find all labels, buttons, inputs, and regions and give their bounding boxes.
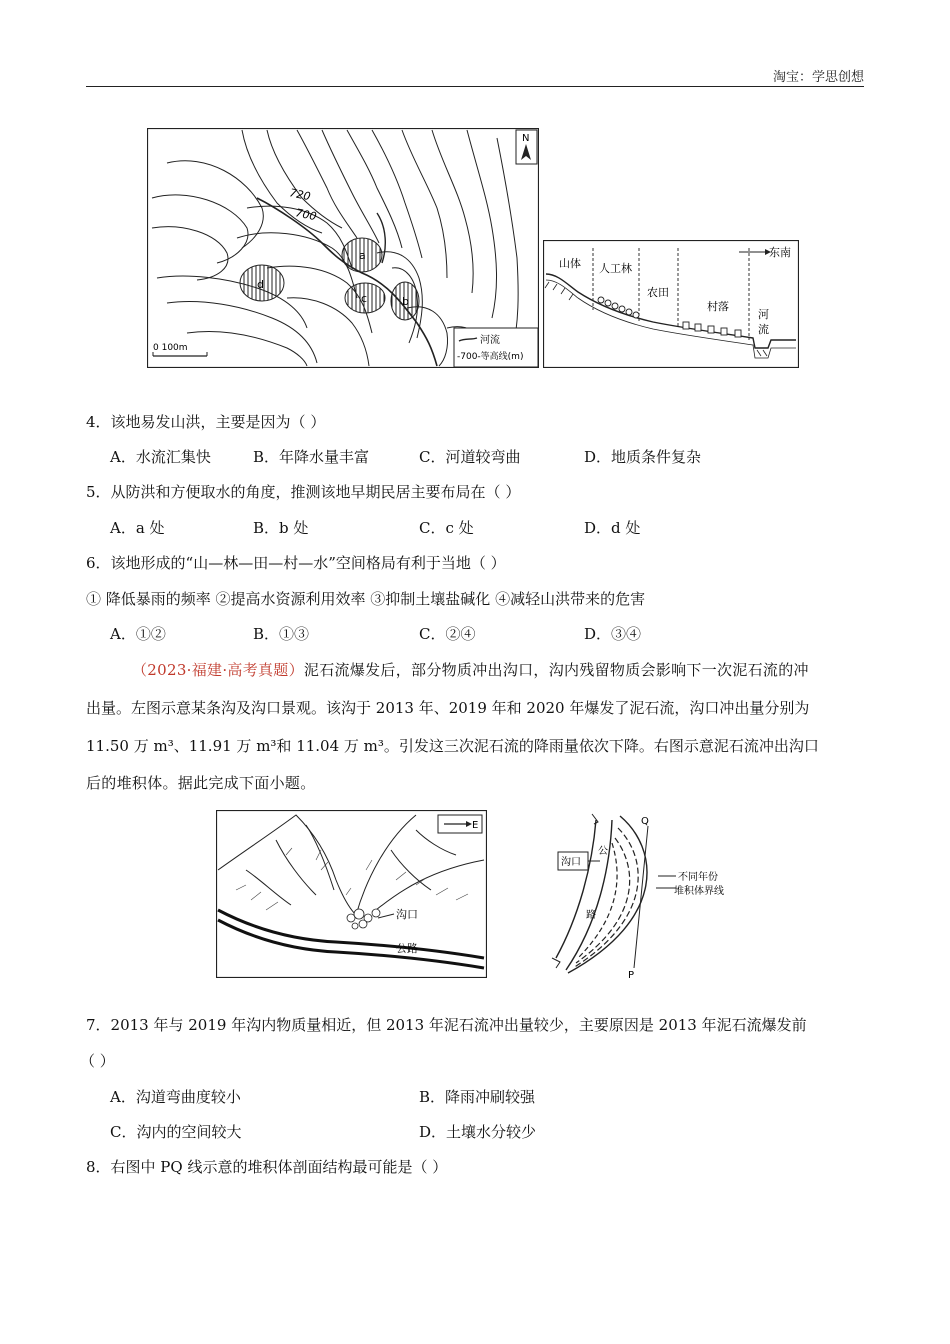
deposit-gully-mouth-label: 沟口 [561,857,581,868]
question-6-statements: ① 降低暴雨的频率 ②提高水资源利用效率 ③抑制土壤盐碱化 ④减轻山洪带来的危害 [86,590,646,608]
contour-720-label: 720 [288,186,312,204]
point-p-label: P [628,970,635,980]
point-q-label: Q [641,816,649,827]
svg-text:E: E [472,820,479,831]
question-6-option-c: C．②④ [419,625,476,643]
question-6-option-d: D．③④ [584,625,642,643]
question-6-stem: 6．该地形成的“山—林—田—村—水”空间格局有利于当地（ ） [86,554,506,572]
road-label-1: 公 [598,846,608,857]
question-5-option-d: D．d 处 [584,519,641,537]
question-5-option-c: C．c 处 [419,519,474,537]
zone-forest-label: 人工林 [599,262,632,275]
area-d-label: d [257,278,264,291]
svg-text:N: N [522,133,530,144]
debris-deposit-figure [548,808,748,980]
question-7-option-d: D．土壤水分较少 [419,1123,537,1141]
zone-river-label-2: 流 [758,323,769,336]
scale-label: 0 100m [153,343,188,353]
passage-source: （2023·福建·高考真题） [132,661,304,679]
zone-river-label-1: 河 [758,308,769,321]
area-a-label: a [359,249,366,262]
legend-river: 河流 [480,335,500,346]
area-c-label: c [361,292,368,305]
gully-landscape-figure [216,810,487,978]
boundary-label-2: 堆积体界线 [674,886,724,897]
direction-southeast-label: 东南 [769,246,791,259]
question-5-option-b: B．b 处 [253,519,309,537]
question-6-option-a: A．①② [110,625,166,643]
header-brand: 淘宝：学思创想 [772,70,864,85]
question-7-stem: 7．2013 年与 2019 年沟内物质量相近，但 2013 年泥石流冲出量较少，主要原因是 2013 年泥石流爆发前 [86,1016,807,1034]
legend-contour: -700-等高线(m) [457,352,524,362]
question-5-stem: 5．从防洪和方便取水的角度，推测该地早期民居主要布局在（ ） [86,483,521,501]
contour-700-label: 700 [294,206,318,224]
question-4-option-c: C．河道较弯曲 [419,448,521,466]
gully-mouth-label: 沟口 [396,908,418,921]
question-4-option-a: A．水流汇集快 [110,448,211,466]
question-7-stem-cont: （ ） [80,1052,115,1070]
question-4-option-d: D．地质条件复杂 [584,448,702,466]
boundary-label-1: 不同年份 [678,872,718,883]
zone-mountain-label: 山体 [559,257,581,270]
passage-line-4: 后的堆积体。据此完成下面小题。 [86,774,316,792]
north-arrow-icon [516,130,537,164]
question-6-option-b: B．①③ [253,625,310,643]
question-8-stem: 8．右图中 PQ 线示意的堆积体剖面结构最可能是（ ） [86,1158,448,1176]
area-b-label: b [402,295,409,308]
passage-line-1: （2023·福建·高考真题）泥石流爆发后，部分物质冲出沟口，沟内残留物质会影响下一次泥石流的冲 [132,661,809,679]
question-4-stem: 4．该地易发山洪，主要是因为（ ） [86,413,326,431]
east-arrow-icon [438,815,482,833]
zone-village-label: 村落 [707,300,729,313]
zone-farmland-label: 农田 [647,286,669,299]
question-5-option-a: A．a 处 [110,519,165,537]
contour-map-figure [147,128,539,368]
question-7-option-a: A．沟道弯曲度较小 [110,1088,241,1106]
question-7-option-b: B．降雨冲刷较强 [419,1088,536,1106]
header-rule [86,86,864,87]
landscape-profile-figure [543,240,799,368]
map-legend [454,328,538,367]
road-label-2: 路 [586,910,596,921]
question-4-option-b: B．年降水量丰富 [253,448,370,466]
passage-line-2: 出量。左图示意某条沟及沟口景观。该沟于 2013 年、2019 年和 2020 年爆发了泥石流，沟口冲出量分别为 [86,699,810,717]
road-label: 公路 [396,942,418,955]
question-7-option-c: C．沟内的空间较大 [110,1123,242,1141]
passage-line-3: 11.50 万 m³、11.91 万 m³和 11.04 万 m³。引发这三次泥石流的降雨量依次下降。右图示意泥石流冲出沟口 [86,737,819,755]
